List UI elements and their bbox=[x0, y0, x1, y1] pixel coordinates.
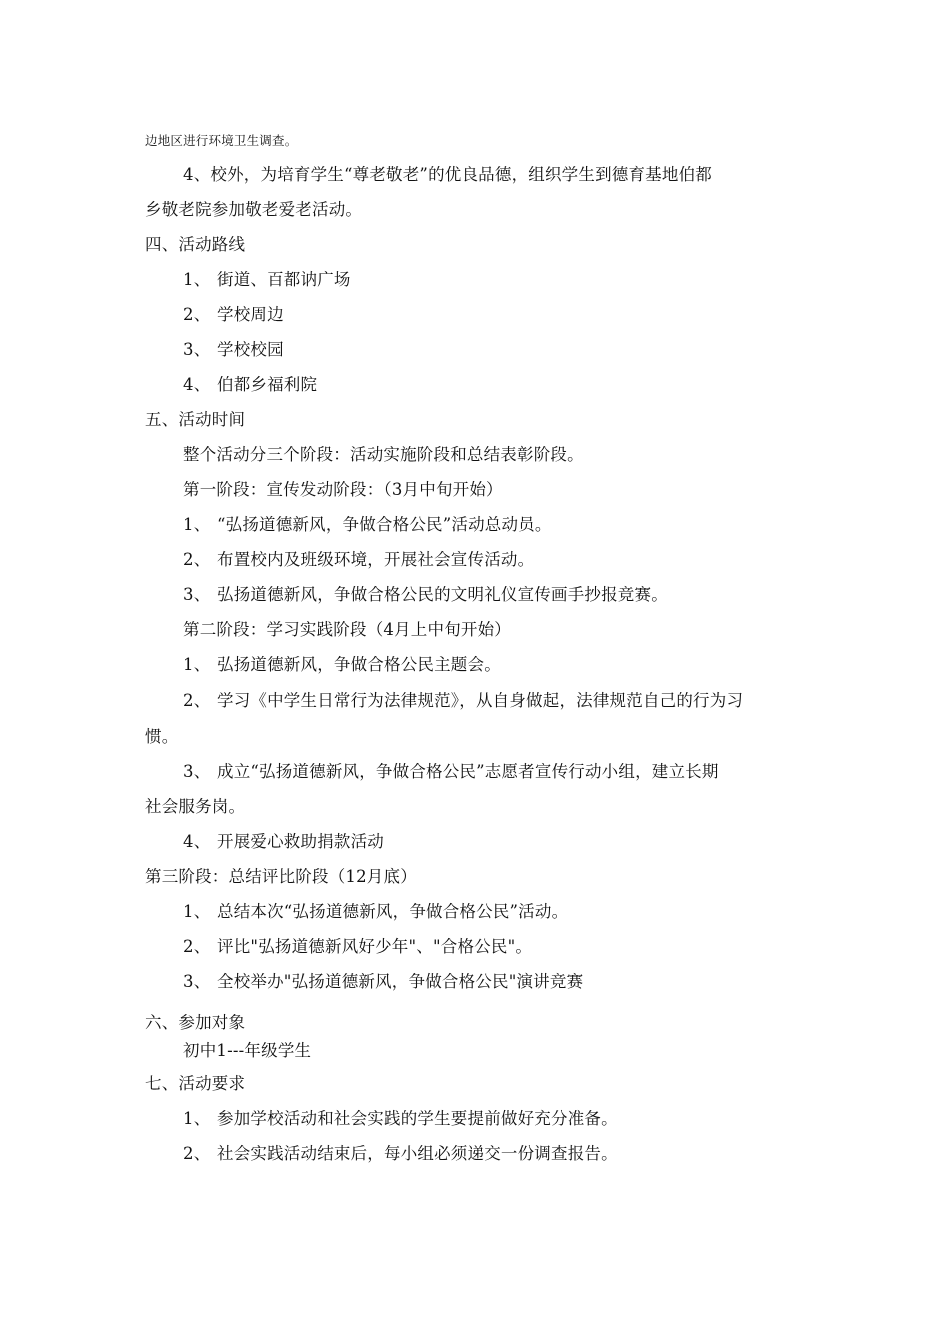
list-item: 2、 评比"弘扬道德新风好少年"、"合格公民"。 bbox=[183, 937, 533, 956]
list-item: 3、 弘扬道德新风，争做合格公民的文明礼仪宣传画手抄报竞赛。 bbox=[183, 585, 668, 604]
list-item: 1、 弘扬道德新风，争做合格公民主题会。 bbox=[183, 655, 501, 674]
stage-heading-2: 第二阶段：学习实践阶段（4月上中旬开始） bbox=[183, 620, 511, 639]
paragraph-off-campus-cont: 乡敬老院参加敬老爱老活动。 bbox=[145, 200, 363, 219]
section-heading-route: 四、活动路线 bbox=[145, 235, 246, 254]
paragraph-continuation: 边地区进行环境卫生调查。 bbox=[145, 133, 298, 148]
list-item: 1、 参加学校活动和社会实践的学生要提前做好充分准备。 bbox=[183, 1109, 618, 1128]
list-item: 3、 学校校园 bbox=[183, 340, 284, 359]
list-item: 2、 社会实践活动结束后，每小组必须递交一份调查报告。 bbox=[183, 1144, 618, 1163]
list-item: 4、 开展爱心救助捐款活动 bbox=[183, 832, 384, 851]
list-item: 1、 总结本次“弘扬道德新风，争做合格公民”活动。 bbox=[183, 902, 569, 921]
list-item: 2、 布置校内及班级环境，开展社会宣传活动。 bbox=[183, 550, 535, 569]
section-heading-requirements: 七、活动要求 bbox=[145, 1074, 246, 1093]
list-item: 3、 成立“弘扬道德新风，争做合格公民”志愿者宣传行动小组，建立长期 bbox=[183, 762, 719, 781]
list-item: 1、 街道、百都讷广场 bbox=[183, 270, 351, 289]
list-item-cont: 惯。 bbox=[145, 727, 179, 746]
list-item-cont: 社会服务岗。 bbox=[145, 797, 246, 816]
list-item: 2、 学习《中学生日常行为法律规范》，从自身做起，法律规范自己的行为习 bbox=[183, 691, 744, 710]
list-item: 3、 全校举办"弘扬道德新风，争做合格公民"演讲竞赛 bbox=[183, 972, 584, 991]
list-item: 2、 学校周边 bbox=[183, 305, 284, 324]
paragraph-off-campus: 4、校外，为培育学生“尊老敬老”的优良品德，组织学生到德育基地伯都 bbox=[183, 165, 712, 184]
section-heading-participants: 六、参加对象 bbox=[145, 1013, 246, 1032]
list-item: 1、 “弘扬道德新风，争做合格公民”活动总动员。 bbox=[183, 515, 552, 534]
stage-heading-3: 第三阶段：总结评比阶段（12月底） bbox=[145, 867, 417, 886]
paragraph-participants: 初中1---年级学生 bbox=[183, 1041, 312, 1060]
paragraph-stages: 整个活动分三个阶段：活动实施阶段和总结表彰阶段。 bbox=[183, 445, 584, 464]
section-heading-time: 五、活动时间 bbox=[145, 410, 246, 429]
list-item: 4、 伯都乡福利院 bbox=[183, 375, 318, 394]
stage-heading-1: 第一阶段：宣传发动阶段：（3月中旬开始） bbox=[183, 480, 503, 499]
